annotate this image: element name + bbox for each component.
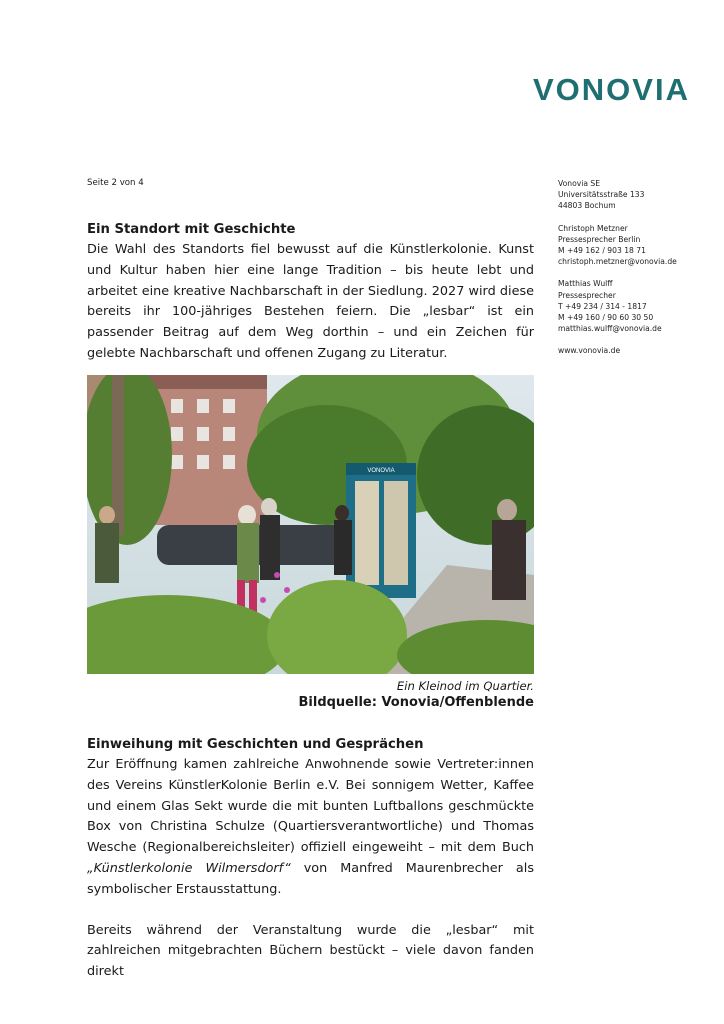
contact-person2-phone-t: T +49 234 / 314 - 1817 xyxy=(558,301,647,311)
contact-company: Vonovia SE xyxy=(558,179,600,188)
contact-block xyxy=(558,178,677,357)
contact-person1-email[interactable]: christoph.metzner@vonovia.de xyxy=(558,257,677,267)
photo-caption: Ein Kleinod im Quartier. xyxy=(396,679,534,693)
booth-label: VONOVIA xyxy=(367,468,395,474)
contact-person1-phone: M +49 162 / 903 18 71 xyxy=(558,246,646,256)
contact-person1-name: Christoph Metzner xyxy=(558,223,628,233)
contact-city: 44803 Bochum xyxy=(558,201,616,211)
photo-illustration xyxy=(87,375,534,674)
contact-website[interactable]: www.vonovia.de xyxy=(558,346,621,356)
section2-paragraph2: Bereits während der Veranstaltung wurde die „lesbar“ mit zahlreichen mitgebrachten Büchern bestückt – viele davon fanden direkt xyxy=(87,922,534,980)
section1-heading: Ein Standort mit Geschichte xyxy=(87,222,296,237)
contact-person2-email[interactable]: matthias.wulff@vonovia.de xyxy=(558,324,662,334)
contact-street: Universitätsstraße 133 xyxy=(558,190,645,200)
page-number: Seite 2 von 4 xyxy=(87,178,144,188)
section2-heading: Einweihung mit Geschichten und Gesprächen xyxy=(87,737,424,752)
section-standort xyxy=(87,220,534,365)
logo-text: VONOVIA xyxy=(533,73,690,105)
contact-person2-phone-m: M +49 160 / 90 60 30 50 xyxy=(558,313,654,323)
section1-paragraph: Die Wahl des Standorts fiel bewusst auf die Künstlerkolonie. Kunst und Kultur haben hier eine lange Tradition – bis heute lebt und arbeitet eine kreative Nachbarschaft in der Siedlung. 2027 wird diese bereits ihr 100-jähriges Bestehen feiern. Die „lesbar“ ist ein passender Beitrag auf dem Weg dorthin – und ein Zeichen für gelebte Nachbarschaft und offenen Zugang zu Literatur. xyxy=(87,242,534,361)
section2-p1-part1: Zur Eröffnung kamen zahlreiche Anwohnende sowie Vertreter:innen des Vereins KünstlerKolonie Berlin e.V. Bei sonnigem Wetter, Kaffee und einem Glas Sekt wurde die mit bunten Luftballons geschmückte Box von Christina Schulze (Quartiersverantwortliche) und Thomas Wesche (Regionalbereichsleiter) offiziell eingeweiht – mit dem Buch xyxy=(87,757,534,856)
section-einweihung xyxy=(87,735,534,983)
contact-person1-role: Pressesprecher Berlin xyxy=(558,234,641,244)
vonovia-logo xyxy=(533,73,693,105)
contact-person2-name: Matthias Wulff xyxy=(558,279,613,289)
photo-credit: Bildquelle: Vonovia/Offenblende xyxy=(298,695,534,710)
section2-p1-part2: von Manfred Maurenbrecher als symbolischer Erstausstattung. xyxy=(87,860,534,897)
section2-p1-book: „Künstlerkolonie Wilmersdorf“ xyxy=(87,860,291,876)
section2-paragraph1 xyxy=(87,755,534,901)
contact-person2-role: Pressesprecher xyxy=(558,290,616,300)
article-photo xyxy=(87,375,534,674)
